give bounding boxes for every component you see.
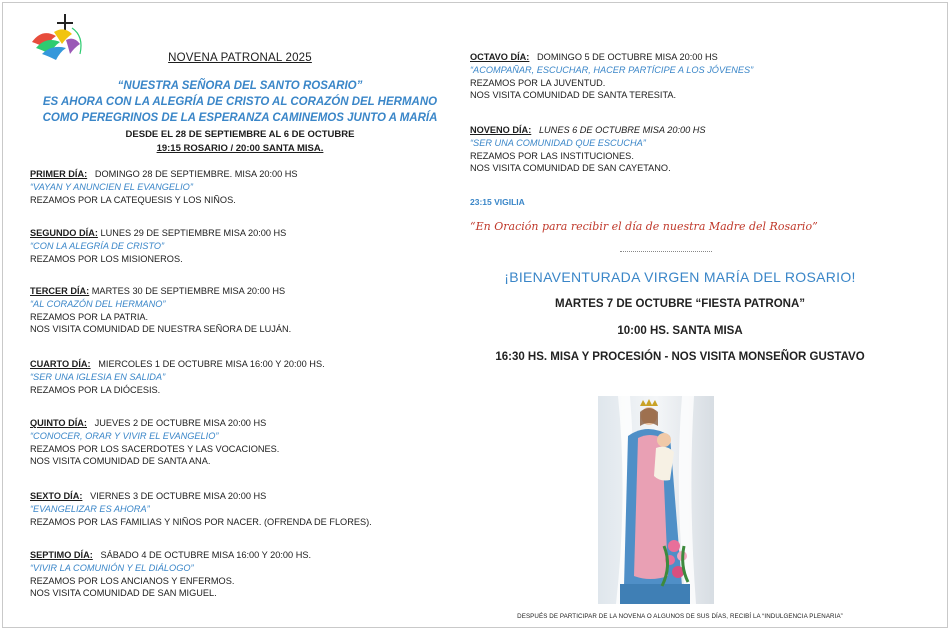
day-when: LUNES 6 DE OCTUBRE MISA 20:00 HS xyxy=(538,125,706,135)
date-info xyxy=(30,128,450,156)
virgin-mary-photo xyxy=(598,396,714,604)
day-when: DOMINGO 28 DE SEPTIEMBRE. MISA 20:00 HS xyxy=(94,169,298,179)
day-line: REZAMOS POR LAS FAMILIAS Y NIÑOS POR NACER. (OFRENDA DE FLORES). xyxy=(30,516,372,527)
day-line: REZAMOS POR LOS SACERDOTES Y LAS VOCACIONES. xyxy=(30,443,280,454)
indulgence-caption: DESPUÉS DE PARTICIPAR DE LA NOVENA O ALGUNOS DE SUS DÍAS, RECIBÍ LA “INDULGENCIA PLENARIA” xyxy=(517,613,843,620)
day-quote: “ACOMPAÑAR, ESCUCHAR, HACER PARTÍCIPE A LOS JÓVENES” xyxy=(470,64,754,75)
motto-line: ES AHORA CON LA ALEGRÍA DE CRISTO AL CORAZÓN DEL HERMANO xyxy=(42,96,438,108)
day-head: PRIMER DÍA: xyxy=(30,169,88,179)
day-quote: “VIVIR LA COMUNIÓN Y EL DIÁLOGO” xyxy=(30,562,194,573)
day-line: NOS VISITA COMUNIDAD DE SAN MIGUEL. xyxy=(30,588,217,599)
day-when: MIERCOLES 1 DE OCTUBRE MISA 16:00 Y 20:00 HS. xyxy=(98,359,325,369)
page-title: NOVENA PATRONAL 2025 xyxy=(168,52,312,64)
day-head: QUINTO DÍA: xyxy=(30,418,87,428)
day-block-8 xyxy=(470,51,753,102)
day-quote: “CONOCER, ORAR Y VIVIR EL EVANGELIO” xyxy=(30,430,219,441)
day-block-7 xyxy=(30,549,311,600)
day-when: MARTES 30 DE SEPTIEMBRE MISA 20:00 HS xyxy=(91,286,286,296)
day-quote: “EVANGELIZAR ES AHORA” xyxy=(30,503,150,514)
day-when: DOMINGO 5 DE OCTUBRE MISA 20:00 HS xyxy=(537,52,718,62)
day-head: TERCER DÍA: xyxy=(30,286,90,296)
day-line: REZAMOS POR LOS ANCIANOS Y ENFERMOS. xyxy=(30,575,235,586)
day-when: JUEVES 2 DE OCTUBRE MISA 20:00 HS xyxy=(94,418,267,428)
day-line: REZAMOS POR LA PATRIA. xyxy=(30,311,149,322)
day-block-2 xyxy=(30,227,286,265)
day-when: LUNES 29 DE SEPTIEMBRE MISA 20:00 HS xyxy=(100,228,287,238)
day-block-4 xyxy=(30,358,325,396)
day-quote: “VAYAN Y ANUNCIEN EL EVANGELIO” xyxy=(30,181,193,192)
day-line: REZAMOS POR LA JUVENTUD. xyxy=(470,77,606,88)
day-when: SÁBADO 4 DE OCTUBRE MISA 16:00 Y 20:00 HS. xyxy=(100,550,312,560)
day-head: SEXTO DÍA: xyxy=(30,491,83,501)
day-line: NOS VISITA COMUNIDAD DE SANTA TERESITA. xyxy=(470,90,677,101)
day-line: NOS VISITA COMUNIDAD DE SANTA ANA. xyxy=(30,456,211,467)
feast-day: MARTES 7 DE OCTUBRE “FIESTA PATRONA” xyxy=(554,298,806,310)
motto-line: COMO PEREGRINOS DE LA ESPERANZA CAMINEMOS JUNTO A MARÍA xyxy=(42,112,438,124)
day-head: SEPTIMO DÍA: xyxy=(30,550,93,560)
day-block-6 xyxy=(30,490,372,528)
virgin-mary-rosary-statue-icon xyxy=(598,396,714,604)
day-quote: “SER UNA COMUNIDAD QUE ESCUCHA” xyxy=(470,137,646,148)
day-head: CUARTO DÍA: xyxy=(30,359,91,369)
motto xyxy=(30,78,450,126)
divider xyxy=(620,251,712,252)
vigil-text: “En Oración para recibir el día de nuestra Madre del Rosario” xyxy=(470,220,818,233)
motto-line: “NUESTRA SEÑORA DEL SANTO ROSARIO” xyxy=(117,80,363,92)
day-line: REZAMOS POR LAS INSTITUCIONES. xyxy=(470,150,634,161)
day-line: REZAMOS POR LA CATEQUESIS Y LOS NIÑOS. xyxy=(30,194,236,205)
day-head: NOVENO DÍA: xyxy=(470,125,532,135)
day-line: NOS VISITA COMUNIDAD DE SAN CAYETANO. xyxy=(470,163,671,174)
day-head: OCTAVO DÍA: xyxy=(470,52,530,62)
schedule: 19:15 ROSARIO / 20:00 SANTA MISA. xyxy=(156,143,324,154)
day-block-3 xyxy=(30,285,291,336)
vigil-time: 23:15 VIGILIA xyxy=(470,197,525,207)
day-block-1 xyxy=(30,168,298,206)
day-line: NOS VISITA COMUNIDAD DE NUESTRA SEÑORA DE LUJÁN. xyxy=(30,324,292,335)
day-block-9 xyxy=(470,124,706,175)
day-when: VIERNES 3 DE OCTUBRE MISA 20:00 HS xyxy=(90,491,267,501)
day-line: REZAMOS POR LA DIÓCESIS. xyxy=(30,384,161,395)
feast-mass: 10:00 HS. SANTA MISA xyxy=(617,325,743,337)
feast-procession: 16:30 HS. MISA Y PROCESIÓN - NOS VISITA MONSEÑOR GUSTAVO xyxy=(495,351,865,363)
day-head: SEGUNDO DÍA: xyxy=(30,228,98,238)
day-line: REZAMOS POR LOS MISIONEROS. xyxy=(30,253,183,264)
day-quote: “SER UNA IGLESIA EN SALIDA” xyxy=(30,371,166,382)
date-range: DESDE EL 28 DE SEPTIEMBRE AL 6 DE OCTUBRE xyxy=(125,129,355,140)
blessing-heading: ¡BIENAVENTURADA VIRGEN MARÍA DEL ROSARIO! xyxy=(504,269,856,285)
day-block-5 xyxy=(30,417,279,468)
day-quote: “AL CORAZÓN DEL HERMANO” xyxy=(30,298,166,309)
day-quote: “CON LA ALEGRÍA DE CRISTO” xyxy=(30,240,165,251)
